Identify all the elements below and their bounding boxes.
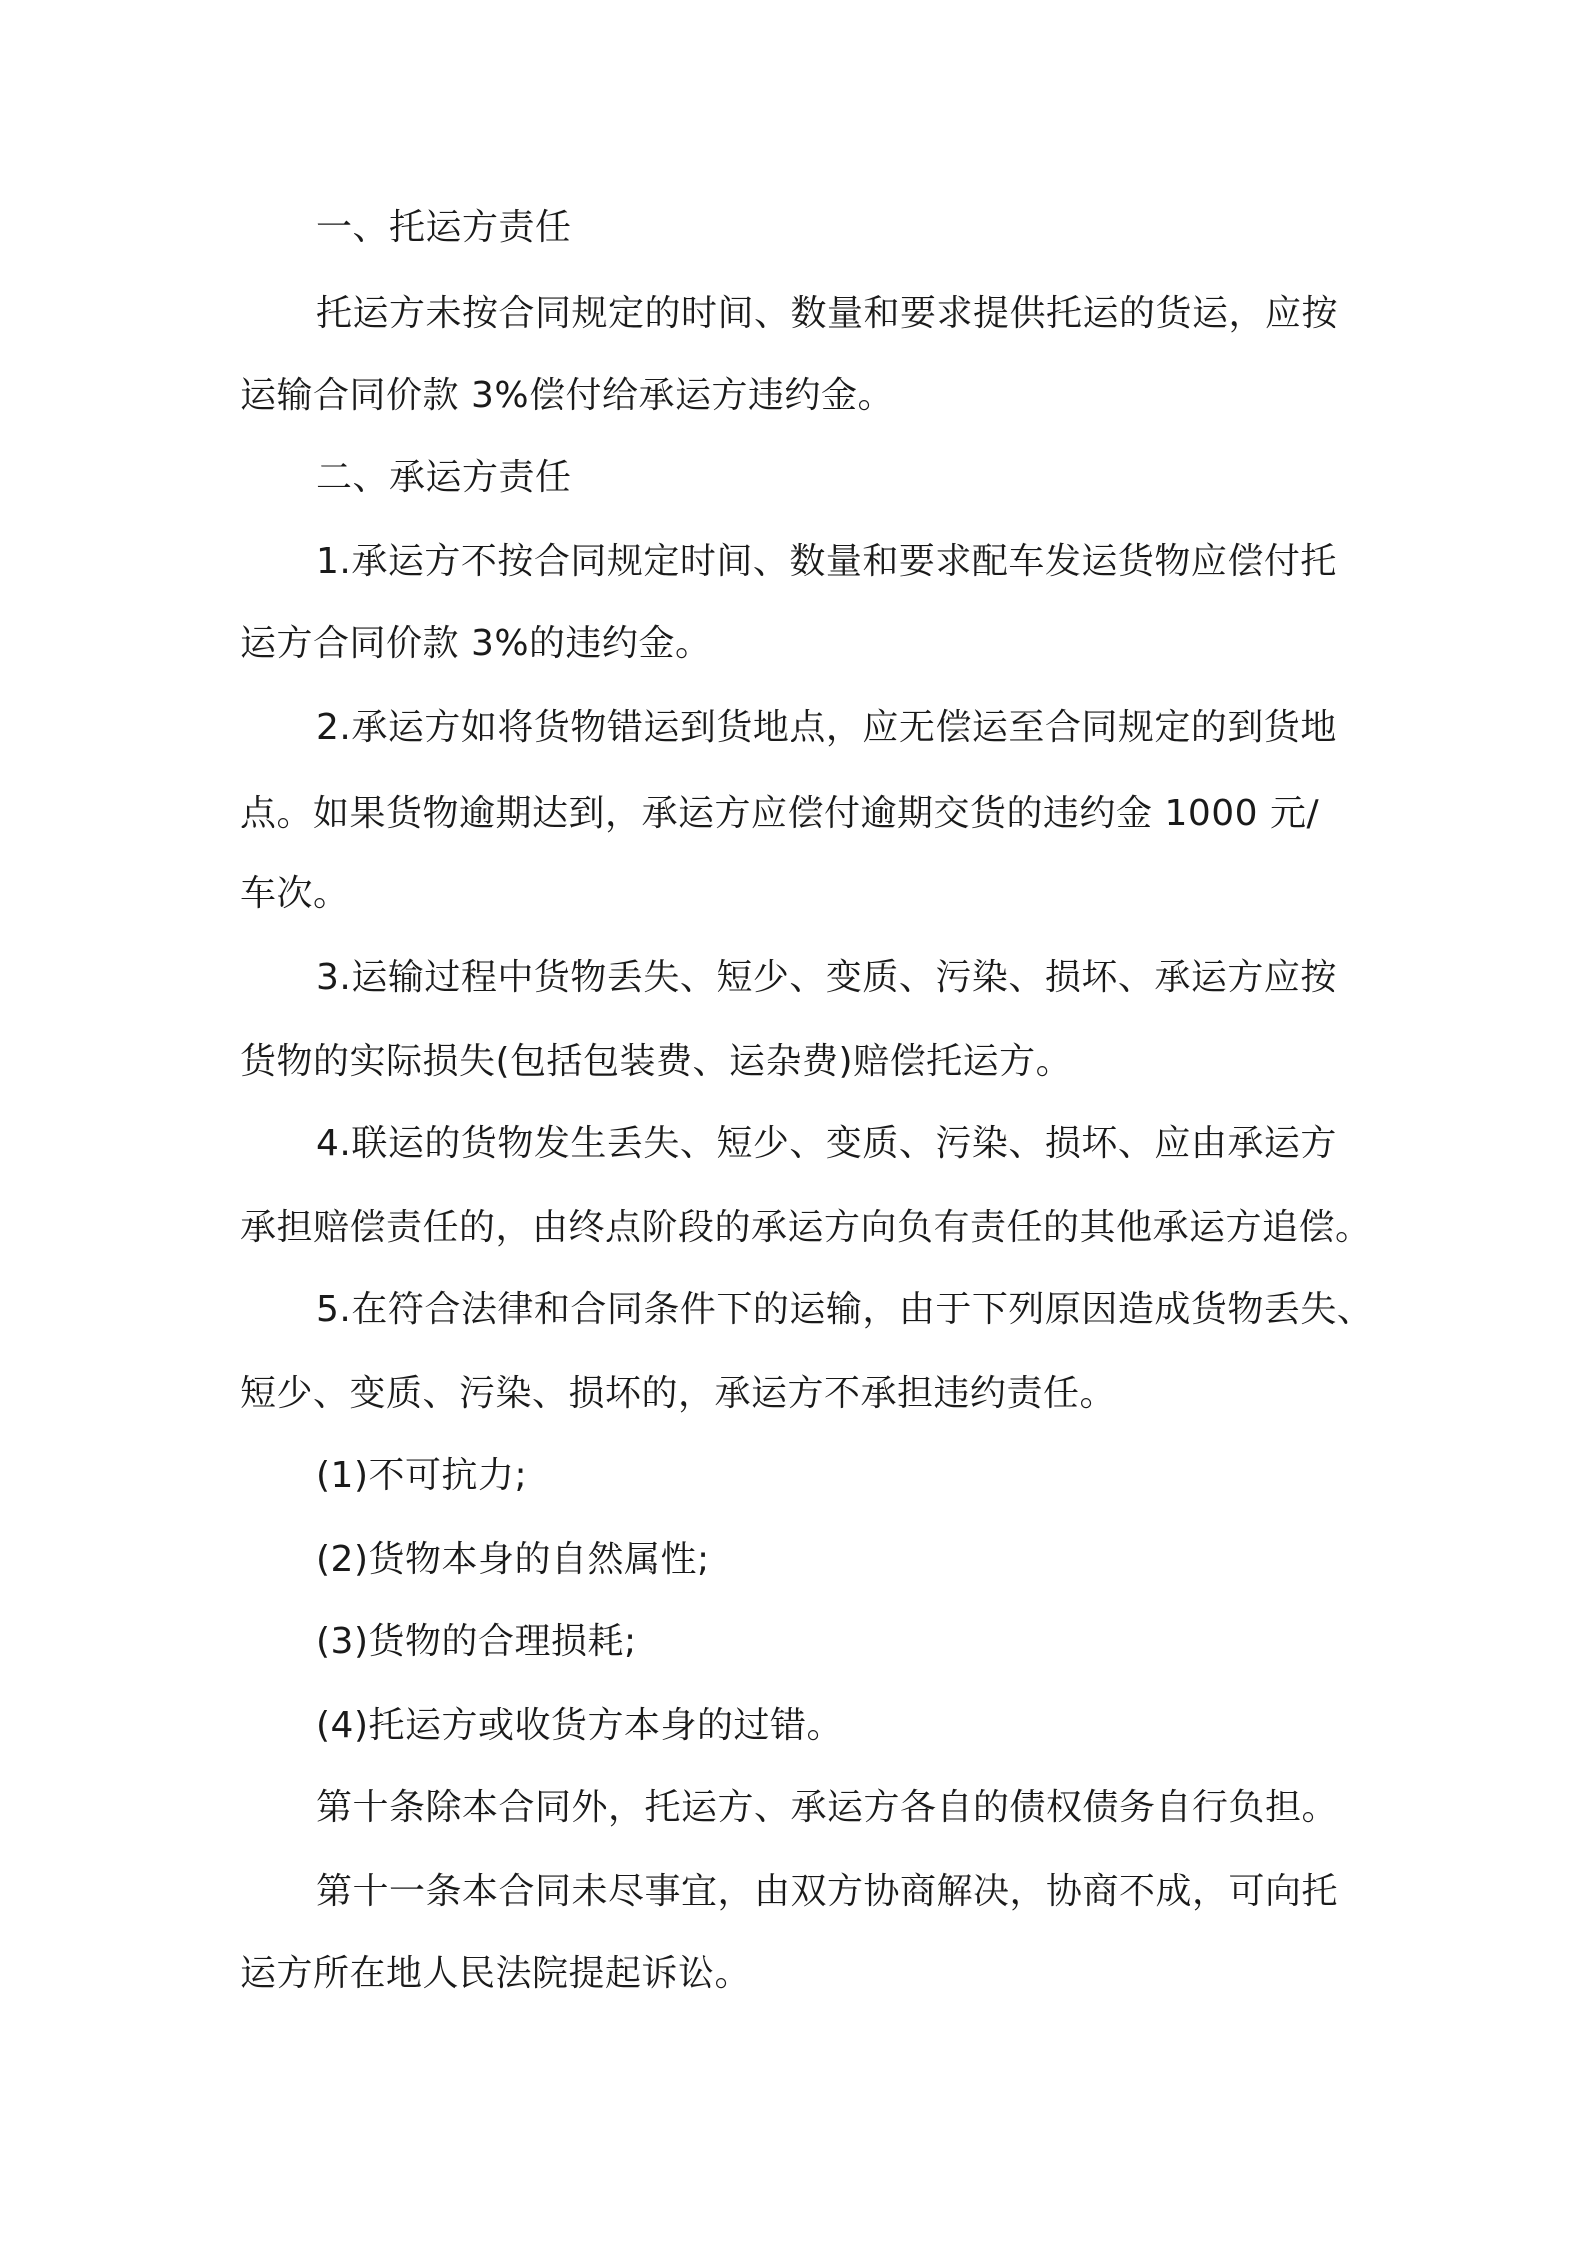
section-heading-carrier-liability: 二、承运方责任 <box>316 457 572 498</box>
article-eleven: 第十一条本合同未尽事宜，由双方协商解决，协商不成，可向托 <box>316 1871 1339 1912</box>
paragraph-line: 运输合同价款 3%偿付给承运方违约金。 <box>240 375 895 416</box>
article-ten: 第十条除本合同外，托运方、承运方各自的债权债务自行负担。 <box>316 1787 1339 1828</box>
list-item: (3)货物的合理损耗; <box>316 1621 637 1662</box>
paragraph-line: 货物的实际损失(包括包装费、运杂费)赔偿托运方。 <box>240 1041 1073 1082</box>
paragraph-line: 托运方未按合同规定的时间、数量和要求提供托运的货运，应按 <box>316 293 1339 334</box>
paragraph-line: 5.在符合法律和合同条件下的运输，由于下列原因造成货物丢失、 <box>316 1289 1374 1330</box>
list-item: (1)不可抗力; <box>316 1455 528 1496</box>
paragraph-line: 3.运输过程中货物丢失、短少、变质、污染、损坏、承运方应按 <box>316 957 1337 998</box>
section-heading-shipper-liability: 一、托运方责任 <box>316 207 572 248</box>
list-item: (2)货物本身的自然属性; <box>316 1539 710 1580</box>
paragraph-line: 1.承运方不按合同规定时间、数量和要求配车发运货物应偿付托 <box>316 541 1337 582</box>
paragraph-line: 2.承运方如将货物错运到货地点，应无偿运至合同规定的到货地 <box>316 707 1337 748</box>
paragraph-line: 点。如果货物逾期达到，承运方应偿付逾期交货的违约金 1000 元/ <box>240 793 1320 834</box>
paragraph-line: 运方所在地人民法院提起诉讼。 <box>240 1953 752 1994</box>
paragraph-line: 运方合同价款 3%的违约金。 <box>240 623 712 664</box>
paragraph-line: 4.联运的货物发生丢失、短少、变质、污染、损坏、应由承运方 <box>316 1123 1337 1164</box>
list-item: (4)托运方或收货方本身的过错。 <box>316 1705 843 1746</box>
paragraph-line: 承担赔偿责任的，由终点阶段的承运方向负有责任的其他承运方追偿。 <box>240 1207 1372 1248</box>
paragraph-line: 车次。 <box>240 873 350 914</box>
paragraph-line: 短少、变质、污染、损坏的，承运方不承担违约责任。 <box>240 1373 1117 1414</box>
